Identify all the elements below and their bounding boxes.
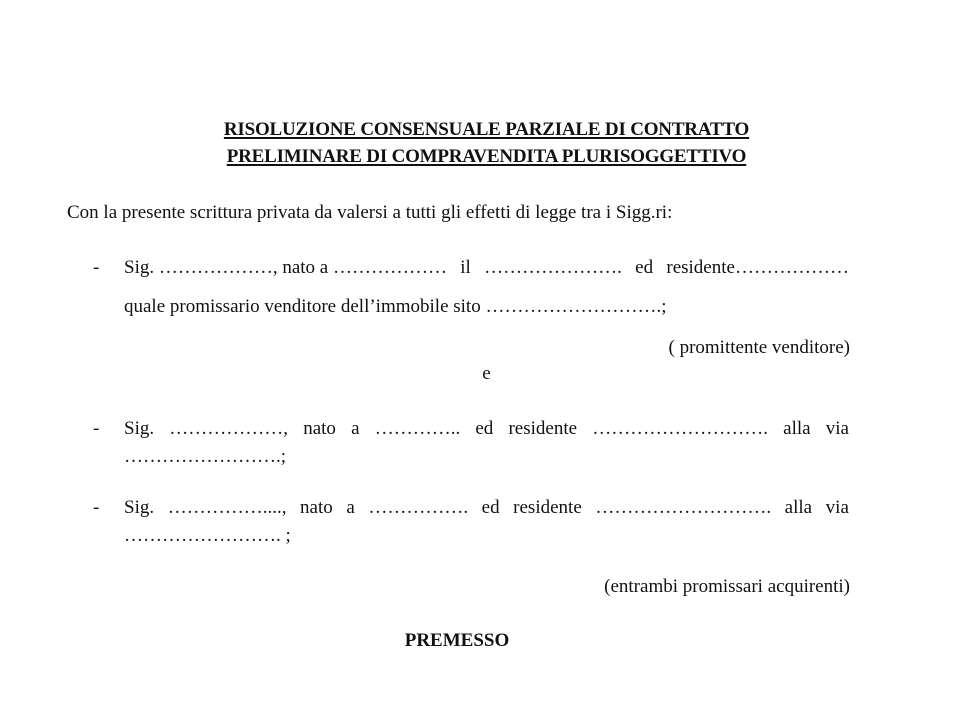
title-text-2: PRELIMINARE DI COMPRAVENDITA PLURISOGGETTIVO [226, 146, 747, 167]
party3-word: a [346, 497, 355, 518]
party3-word: ……………...., [167, 497, 287, 518]
party3-word: residente [513, 497, 582, 518]
title-text-1: RISOLUZIONE CONSENSUALE PARZIALE DI CONTRATTO [223, 119, 750, 140]
party2-word: Sig. [124, 418, 155, 439]
party3-line1 [124, 497, 849, 519]
party2-word: via [825, 418, 849, 439]
party2-word: alla [783, 418, 811, 439]
party1-line1 [124, 257, 849, 279]
party2-word: ………………, [169, 418, 289, 439]
party3-word: Sig. [124, 497, 155, 518]
conjunction: e [482, 363, 491, 384]
party1-role: ( promittente venditore) [668, 337, 850, 358]
party3-word: alla [784, 497, 813, 518]
party2-line1 [124, 418, 849, 440]
bullet-dash: - [93, 497, 100, 518]
party3-word: ………………………. [595, 497, 772, 518]
intro-paragraph: Con la presente scrittura privata da valersi a tutti gli effetti di legge tra i Sigg.ri: [67, 202, 673, 223]
party1-residence: residente……………… [666, 257, 849, 278]
party3-word: via [825, 497, 849, 518]
party3-word: ……………. [368, 497, 469, 518]
party3-word: nato [300, 497, 333, 518]
party1-ed: ed [635, 257, 654, 278]
party2-word: nato [303, 418, 336, 439]
party2-word: ………………………. [592, 418, 768, 439]
document-title-line-1 [0, 119, 960, 141]
section-heading-premesso: PREMESSO [404, 630, 510, 651]
party1-name-birth: Sig. ………………, nato a ……………… [124, 257, 447, 278]
document-title-line-2 [0, 146, 960, 168]
party2-line2: …………………….; [124, 446, 287, 467]
party3-word: ed [481, 497, 500, 518]
party2-word: ………….. [374, 418, 461, 439]
party1-date: …………………. [484, 257, 622, 278]
bullet-dash: - [93, 418, 100, 439]
party1-line2: quale promissario venditore dell’immobile sito ……………………….; [124, 296, 667, 317]
party2-word: residente [508, 418, 578, 439]
party1-il: il [460, 257, 471, 278]
buyers-role: (entrambi promissari acquirenti) [604, 576, 850, 597]
party2-word: a [351, 418, 360, 439]
party2-word: ed [475, 418, 494, 439]
party3-line2: ……………………. ; [124, 525, 291, 546]
bullet-dash: - [93, 257, 100, 278]
